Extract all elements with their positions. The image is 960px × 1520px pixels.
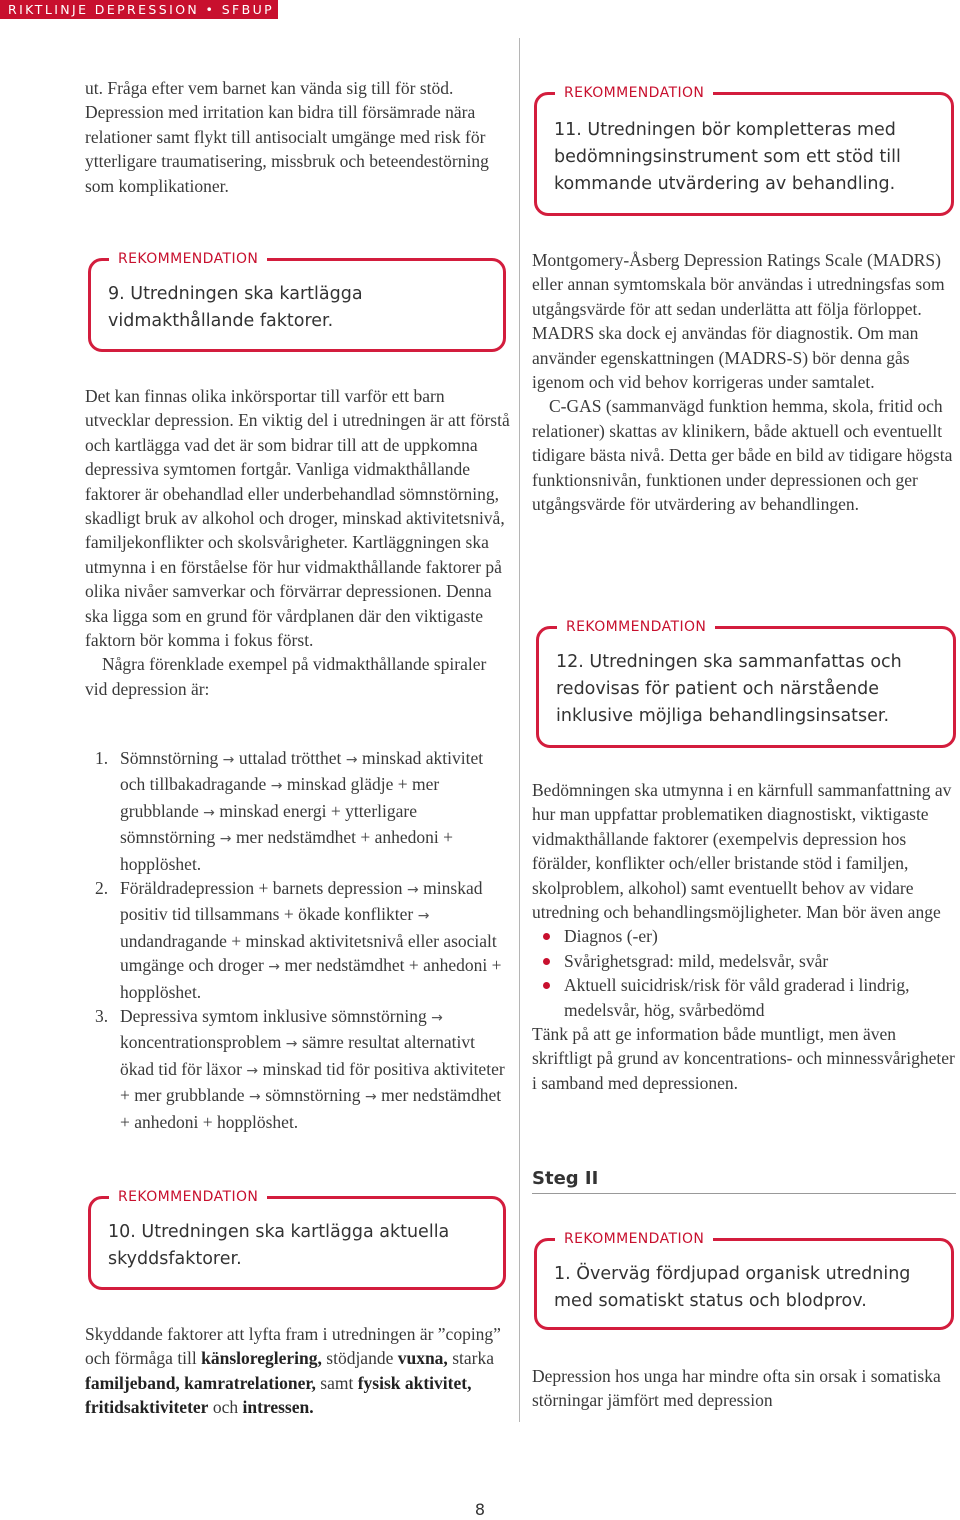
recommendation-10-box <box>88 1189 506 1290</box>
bullet-item: Svårighetsgrad: mild, medelsvår, svår <box>532 949 957 973</box>
maintaining-factors-text: Det kan finnas olika inkörsportar till varför ett barn utvecklar depression. En viktig del i utredningen är att förstå och kartlägga vad det är som bidrar till att de uppkomna depressiva symtomen fortgår. Vanliga vidmakthållande faktorer är obehandlad eller underbehandlad sömnstörning, skadligt bruk av alkohol och droger, minskad aktivitetsnivå, familjekonflikter och skolsvårigheter. Kartläggningen ska utmynna i en förståelse för hur vidmakthållande faktorer på olika nivåer samverkar och förvärrar depressionen. Denna ska ligga som en grund för vårdplanen där den viktigaste faktorn bör komma i fokus först. <box>85 386 510 651</box>
emphasis: familjeband, kamratrelationer, <box>85 1372 316 1393</box>
spiral-step-text: undandragande + minskad aktivitetsnivå eller asocialt umgänge och droger <box>120 930 497 976</box>
recommendation-label: REKOMMENDATION <box>109 1187 267 1207</box>
section-rule <box>532 1193 956 1194</box>
spiral-step-text: minskad positiv tid tillsammans + ökade konflikter <box>120 878 483 925</box>
recommendation-12-text: 12. Utredningen ska sammanfattas och redovisas för patient och närstående inklusive möjliga behandlingsinsatser. <box>556 652 902 726</box>
madrs-paragraph <box>532 248 957 516</box>
madrs-text: Montgomery-Åsberg Depression Ratings Scale (MADRS) eller annan symtomskala bör användas i utredningsfas som utgångsvärde för att sedan underlätta att följa förloppet. MADRS ska dock ej användas för diagnostik. Om man använder egenskattningen (MADRS-S) bör denna gås igenom och vid behov korrigeras under samtalet. <box>532 250 945 393</box>
recommendation-label: REKOMMENDATION <box>555 1229 713 1249</box>
spiral-step-text: koncentrationsproblem <box>120 1032 282 1053</box>
spirals-list-container <box>85 746 510 1134</box>
cgas-text: C-GAS (sammanvägd funktion hemma, skola, fritid och relationer) skattas av klinikern, både aktuell och eventuellt tidigare bästa nivå. Detta ger både en bild av tidigare högsta funktionsnivån, funktionen under depressionen och ger utgångsvärde för utvärdering av behandlingen. <box>532 396 953 515</box>
recommendation-11-box <box>534 85 954 216</box>
spiral-list-item <box>85 876 510 1004</box>
recommendation-label: REKOMMENDATION <box>109 249 267 269</box>
bullet-item: Diagnos (-er) <box>532 924 957 948</box>
spiral-list-item <box>85 1004 510 1134</box>
arrow-right-icon: → <box>198 804 220 821</box>
page-number: 8 <box>474 1500 486 1519</box>
information-text: Tänk på att ge information både muntligt, men även skriftligt på grund av koncentrations- och minnessvårigheter i samband med depressionen. <box>532 1024 955 1093</box>
arrow-right-icon: → <box>413 908 430 925</box>
somatic-text: Depression hos unga har mindre ofta sin orsak i somatiska störningar jämfört med depression <box>532 1366 941 1411</box>
section-heading: Steg II <box>532 1168 599 1189</box>
assessment-bullet-list <box>532 924 957 1022</box>
arrow-right-icon: → <box>266 778 287 795</box>
spiral-step-text: uttalad trötthet <box>238 748 342 768</box>
emphasis: fysisk aktivitet, fritidsaktiviteter <box>85 1372 472 1418</box>
arrow-right-icon: → <box>215 831 236 848</box>
spiral-step-text: Depressiva symtom inklusive sömnstörning <box>120 1006 427 1027</box>
summary-text: Bedömningen ska utmynna i en kärnfull sammanfattning av hur man uppfattar problematiken diagnostiskt, viktigaste vidmakthållande faktorer (exempelvis depression hos förälder, konflikter och/eller bristande stöd i familjen, skolproblem, alkohol) samt eventuellt behov av vidare utredning och behandlingsmöjligheter. Man bör även ange <box>532 780 952 923</box>
protective-factors-paragraph <box>85 1322 517 1420</box>
emphasis: intressen. <box>242 1397 314 1418</box>
spiral-step-text: minskad energi + ytterligare sömnstörning <box>120 800 417 848</box>
arrow-right-icon: → <box>218 752 239 768</box>
arrow-right-icon: → <box>244 1089 266 1106</box>
arrow-right-icon: → <box>241 1062 263 1079</box>
emphasis: känsloreglering, <box>201 1348 322 1369</box>
recommendation-9-box <box>88 251 506 352</box>
spiral-step-text: Sömnstörning <box>120 748 219 768</box>
column-divider <box>519 38 520 1422</box>
recommendation-10-text: 10. Utredningen ska kartlägga aktuella skyddsfaktorer. <box>108 1222 450 1269</box>
recommendation-1-box <box>534 1231 954 1330</box>
intro-paragraph <box>85 76 510 198</box>
maintaining-factors-paragraph <box>85 384 510 701</box>
bullet-item: Aktuell suicidrisk/risk för våld graderad i lindrig, medelsvår, hög, svårbedömd <box>532 973 957 1022</box>
running-header: RIKTLINJE DEPRESSION • SFBUP <box>0 0 278 19</box>
arrow-right-icon: → <box>263 959 285 976</box>
spiral-list-item <box>85 746 510 876</box>
emphasis: vuxna, <box>397 1348 448 1369</box>
spiral-step-text: mer nedstämdhet + anhedoni + hopplöshet. <box>120 955 502 1002</box>
recommendation-11-text: 11. Utredningen bör kompletteras med bedömningsinstrument som ett stöd till kommande utvärdering av behandling. <box>554 120 901 194</box>
recommendation-1-text: 1. Överväg fördjupad organisk utredning med somatiskt status och blodprov. <box>554 1264 911 1311</box>
arrow-right-icon: → <box>341 752 363 768</box>
intro-text: ut. Fråga efter vem barnet kan vända sig till för stöd. Depression med irritation kan bidra till försämrade nära relationer samt flykt till antisocialt umgänge med risk för ytterligare traumatisering, missbruk och beteendestörning som komplikationer. <box>85 78 489 196</box>
spiral-step-text: mer nedstämdhet + anhedoni + hopplöshet. <box>120 1085 502 1132</box>
recommendation-12-box <box>536 619 956 748</box>
summary-paragraph <box>532 778 957 1095</box>
somatic-paragraph <box>532 1364 957 1413</box>
spiral-step-text: minskad tid för positiva aktiviteter + mer grubblande <box>120 1058 505 1106</box>
list-number: 2. <box>95 878 109 899</box>
spiral-step-text: Föräldradepression + barnets depression <box>120 878 403 899</box>
arrow-right-icon: → <box>360 1089 382 1106</box>
spiral-step-text: minskad glädje + mer grubblande <box>120 774 440 821</box>
list-number: 1. <box>95 748 109 768</box>
protective-factors-text: Skyddande faktorer att lyfta fram i utredningen är ”coping” och förmåga till känsloreglering, stödjande vuxna, starka familjeband, kamratrelationer, samt fysisk aktivitet, fritidsaktiviteter och intressen. <box>85 1324 501 1418</box>
spiral-step-text: sämre resultat alternativt ökad tid för läxor <box>120 1032 475 1079</box>
recommendation-label: REKOMMENDATION <box>555 83 713 103</box>
spiral-step-text: minskad aktivitet och tillbakadragande <box>120 748 484 795</box>
arrow-right-icon: → <box>426 1010 443 1027</box>
spiral-step-text: sömnstörning <box>265 1085 361 1106</box>
list-number: 3. <box>95 1006 109 1027</box>
recommendation-label: REKOMMENDATION <box>557 617 715 637</box>
recommendation-9-text: 9. Utredningen ska kartlägga vidmakthållande faktorer. <box>108 284 363 331</box>
arrow-right-icon: → <box>402 882 424 899</box>
spiral-step-text: mer nedstämdhet + anhedoni + hopplöshet. <box>120 827 453 874</box>
arrow-right-icon: → <box>281 1036 302 1053</box>
spirals-intro-text: Några förenklade exempel på vidmakthållande spiraler vid depression är: <box>85 654 487 699</box>
spirals-list <box>85 746 510 1134</box>
